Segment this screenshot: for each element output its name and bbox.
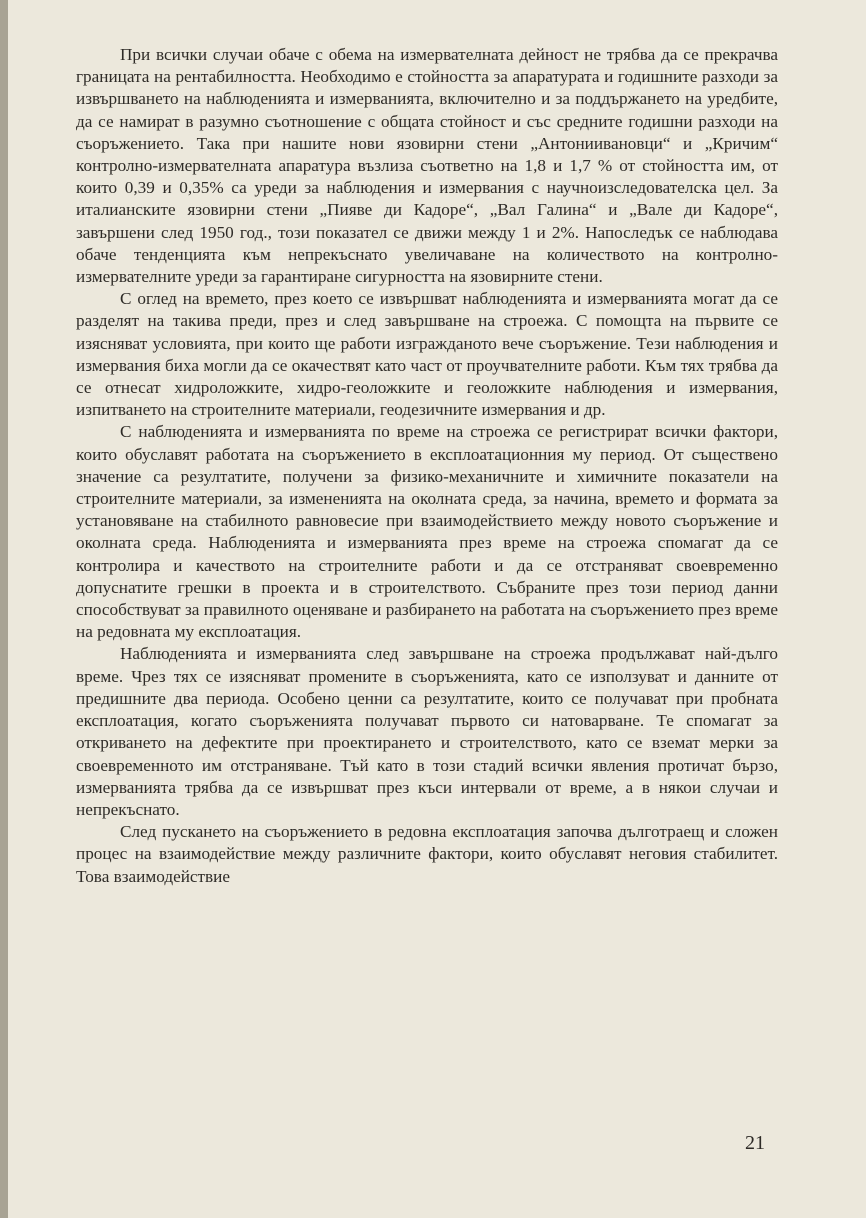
- body-text: [76, 44, 778, 888]
- paragraph-2: С оглед на времето, през което се извършват наблюденията и измерванията могат да се разделят на такива преди, през и след завършване на строежа. С помощта на първите се изясняват условията, при които ще работи изгражданото вече съоръжение. Тези наблюдения и измервания биха могли да се окачествят като част от проучвателните работи. Към тях трябва да се отнесат хидроложките, хидро-геоложките и геоложките наблюдения и измервания, изпитването на строителните материали, геодезичните измервания и др.: [76, 289, 778, 420]
- page-number: 21: [745, 1132, 765, 1154]
- page-edge: [0, 0, 8, 1218]
- paragraph-5: След пускането на съоръжението в редовна експлоатация започва дълготраещ и сложен процес на взаимодействие между различните фактори, които обуславят неговия стабилитет. Това взаимодействие: [76, 822, 778, 886]
- paragraph-1: При всички случаи обаче с обема на измервателната дейност не трябва да се прекрачва границата на рентабилността. Необходимо е стойността за апаратурата и годишните разходи за извършването на наблюденията и измерванията, включително и за поддържането на уредбите, да се намират в разумно съотношение с общата стойност и със средните годишни разходи на съоръжението. Така при нашите нови язовирни стени „Антониивановци“ и „Кричим“ контролно-измервателната апаратура възлиза съответно на 1,8 и 1,7 % от стойността им, от които 0,39 и 0,35% са уреди за наблюдения и измервания с научноизследователска цел. За италианските язовирни стени „Пияве ди Кадоре“, „Вал Галина“ и „Вале ди Кадоре“, завършени след 1950 год., този показател се движи между 1 и 2%. Напоследък се наблюдава обаче тенденцията към непрекъснато увеличаване на количеството на контролно-измервателните уреди за гарантиране сигурността на язовирните стени.: [76, 45, 778, 287]
- paragraph-4: Наблюденията и измерванията след завършване на строежа продължават най-дълго време. Чрез тях се изясняват промените в съоръженията, като се използуват и данните от предишните два периода. Особено ценни са резултатите, които се получават при пробната експлоатация, когато съоръженията получават първото си натоварване. Те спомагат за откриването на дефектите при проектирането и строителството, като се вземат мерки за своевременното им отстраняване. Тъй като в този стадий всички явления протичат бързо, измерванията трябва да се извършват през къси интервали от време, а в някои случаи и непрекъснато.: [76, 644, 778, 819]
- paragraph-3: С наблюденията и измерванията по време на строежа се регистрират всички фактори, които обуславят работата на съоръжението в експлоатационния му период. От съществено значение са резултатите, получени за физико-механичните и химичните показатели на строителните материали, за измененията на околната среда, за начина, времето и формата за установяване на стабилното равновесие при взаимодействието между новото съоръжение и околната среда. Наблюденията и измерванията през време на строежа спомагат да се контролира и качеството на строителните работи и да се отстраняват своевременно допуснатите грешки в проекта и в строителството. Събраните през този период данни способствуват за правилното оценяване и разбирането на работата на съоръжението през време на редовната му експлоатация.: [76, 422, 778, 642]
